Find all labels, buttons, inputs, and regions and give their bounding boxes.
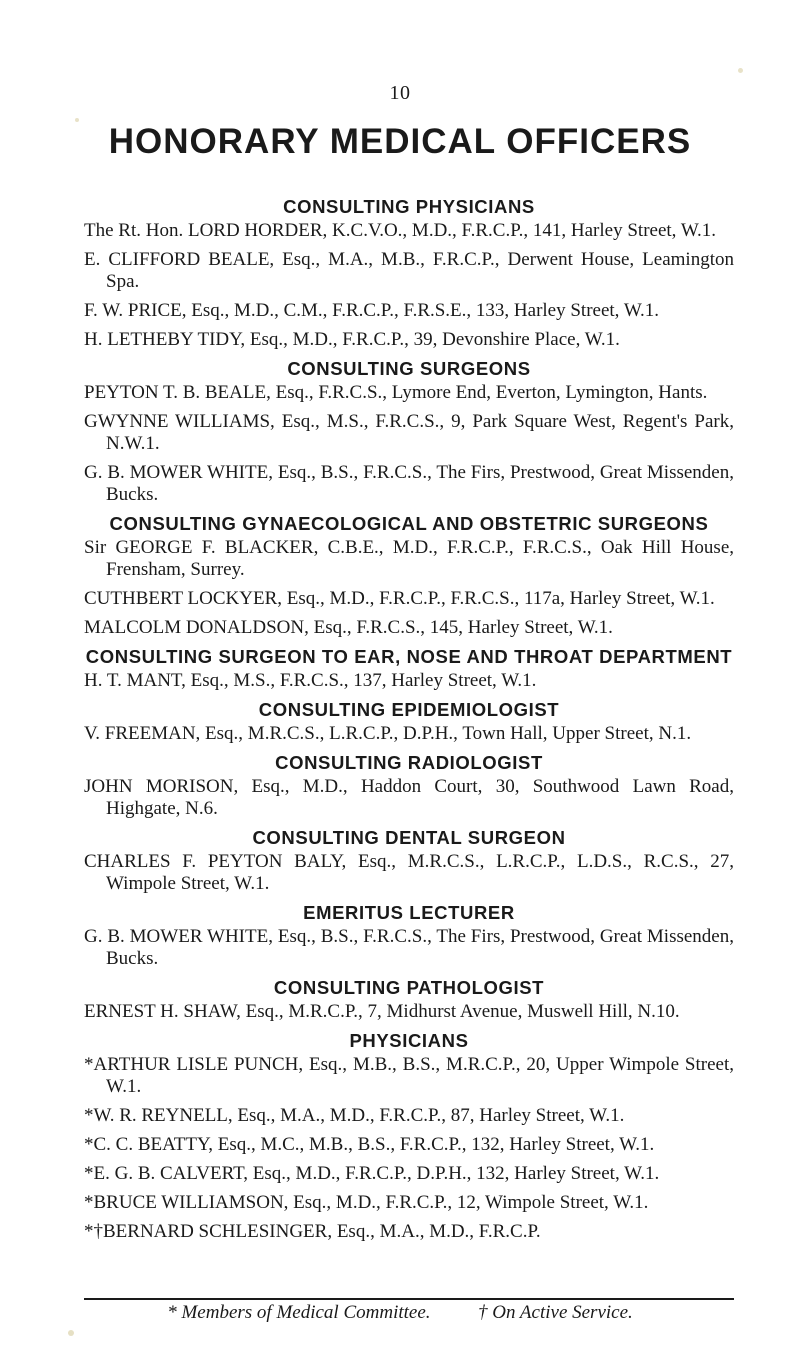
officer-entry: *BRUCE WILLIAMSON, Esq., M.D., F.R.C.P., 12, Wimpole Street, W.1. [84,1192,649,1213]
footnote-active-service: † On Active Service. [478,1302,633,1323]
officer-entry: *†BERNARD SCHLESINGER, Esq., M.A., M.D., F.R.C.P. [84,1221,541,1242]
officer-entry: Sir GEORGE F. BLACKER, C.B.E., M.D., F.R.C.P., F.R.C.S., Oak Hill House, Frensham, Surrey. [84,537,734,580]
officer-entry: V. FREEMAN, Esq., M.R.C.S., L.R.C.P., D.P.H., Town Hall, Upper Street, N.1. [84,723,692,744]
officer-entry: *ARTHUR LISLE PUNCH, Esq., M.B., B.S., M.R.C.P., 20, Upper Wimpole Street, W.1. [84,1054,734,1097]
officer-entry: ERNEST H. SHAW, Esq., M.R.C.P., 7, Midhurst Avenue, Muswell Hill, N.10. [84,1001,680,1022]
officer-entry: PEYTON T. B. BEALE, Esq., F.R.C.S., Lymore End, Everton, Lymington, Hants. [84,382,708,403]
section-heading: EMERITUS LECTURER [303,902,515,923]
section-heading: CONSULTING EPIDEMIOLOGIST [258,699,560,720]
officer-entry: E. CLIFFORD BEALE, Esq., M.A., M.B., F.R.C.P., Derwent House, Leamington Spa. [84,249,734,292]
section-radiologist [84,752,734,820]
section-dental-surgeon [84,827,734,895]
officer-entry: *C. C. BEATTY, Esq., M.C., M.B., B.S., F.R.C.P., 132, Harley Street, W.1. [84,1134,655,1155]
section-heading: CONSULTING PATHOLOGIST [273,977,545,998]
section-heading: CONSULTING PHYSICIANS [283,196,535,217]
officer-entry: H. LETHEBY TIDY, Esq., M.D., F.R.C.P., 39, Devonshire Place, W.1. [84,329,620,350]
section-pathologist [84,977,734,1023]
section-heading: CONSULTING DENTAL SURGEON [252,827,566,848]
footnote-members: * Members of Medical Committee. [167,1302,431,1323]
officer-entry: JOHN MORISON, Esq., M.D., Haddon Court, 30, Southwood Lawn Road, Highgate, N.6. [84,776,734,819]
officer-entry: *E. G. B. CALVERT, Esq., M.D., F.R.C.P., D.P.H., 132, Harley Street, W.1. [84,1163,660,1184]
officers-list [84,196,734,1250]
section-gynaecological-obstetric-surgeons [84,513,734,639]
section-consulting-surgeons [84,358,734,506]
officer-entry: *W. R. REYNELL, Esq., M.A., M.D., F.R.C.P., 87, Harley Street, W.1. [84,1105,625,1126]
officer-entry: CUTHBERT LOCKYER, Esq., M.D., F.R.C.P., F.R.C.S., 117a, Harley Street, W.1. [84,588,715,609]
officer-entry: The Rt. Hon. LORD HORDER, K.C.V.O., M.D., F.R.C.P., 141, Harley Street, W.1. [84,220,717,241]
section-heading: PHYSICIANS [349,1030,469,1051]
officer-entry: G. B. MOWER WHITE, Esq., B.S., F.R.C.S., The Firs, Prestwood, Great Missenden, Bucks. [84,926,734,969]
paper-speck [738,68,743,73]
officer-entry: F. W. PRICE, Esq., M.D., C.M., F.R.C.P., F.R.S.E., 133, Harley Street, W.1. [84,300,660,321]
section-heading: CONSULTING RADIOLOGIST [275,752,543,773]
section-ear-nose-throat [84,646,734,692]
paper-speck [68,1330,74,1336]
officer-entry: GWYNNE WILLIAMS, Esq., M.S., F.R.C.S., 9, Park Square West, Regent's Park, N.W.1. [84,411,734,454]
section-epidemiologist [84,699,734,745]
section-physicians [84,1030,734,1243]
footnote-divider [84,1298,734,1300]
section-consulting-physicians [84,196,734,351]
section-emeritus-lecturer [84,902,734,970]
officer-entry: CHARLES F. PEYTON BALY, Esq., M.R.C.S., L.R.C.P., L.D.S., R.C.S., 27, Wimpole Street, W.1. [84,851,734,894]
section-heading: CONSULTING SURGEONS [287,358,531,379]
section-heading: CONSULTING GYNAECOLOGICAL AND OBSTETRIC SURGEONS [109,513,709,534]
officer-entry: MALCOLM DONALDSON, Esq., F.R.C.S., 145, Harley Street, W.1. [84,617,613,638]
section-heading: CONSULTING SURGEON TO EAR, NOSE AND THROAT DEPARTMENT [85,646,733,667]
page-title: HONORARY MEDICAL OFFICERS [108,122,692,161]
page-number: 10 [389,82,411,104]
footnote [0,1302,800,1324]
officer-entry: H. T. MANT, Esq., M.S., F.R.C.S., 137, Harley Street, W.1. [84,670,537,691]
officer-entry: G. B. MOWER WHITE, Esq., B.S., F.R.C.S., The Firs, Prestwood, Great Missenden, Bucks. [84,462,734,505]
